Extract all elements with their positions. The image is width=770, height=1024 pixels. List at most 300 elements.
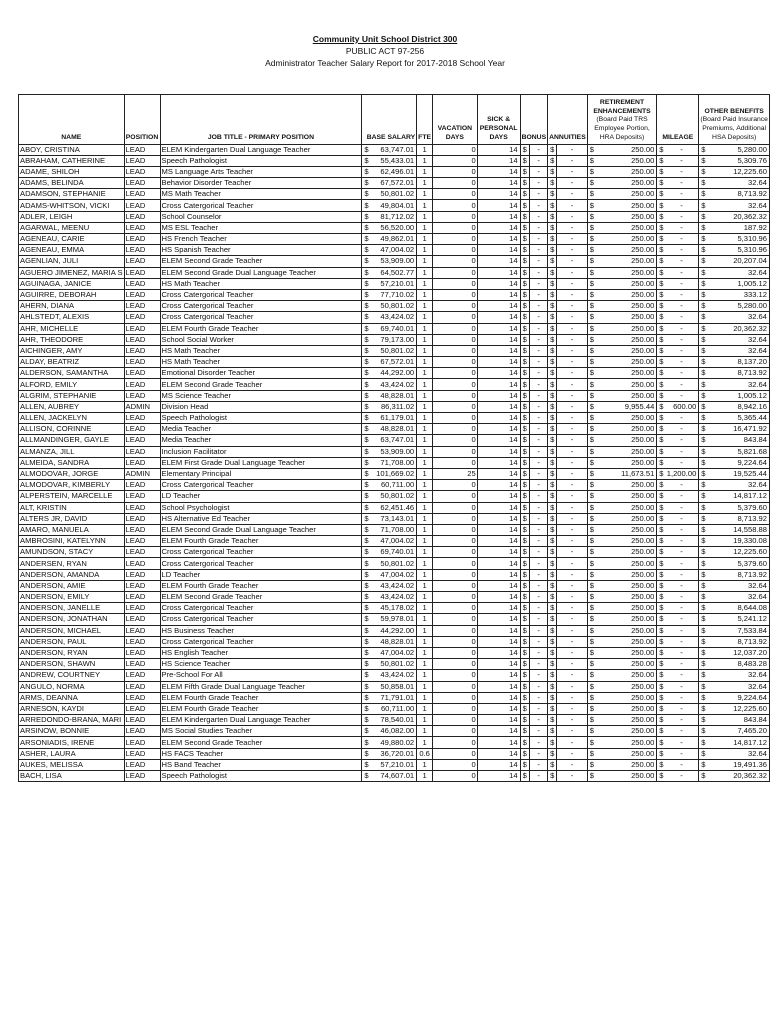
cell-mileage-currency: $ [657, 759, 666, 770]
cell-job-title: Speech Pathologist [160, 155, 362, 166]
cell-name: AGUERO JIMENEZ, MARIA S [20, 267, 123, 277]
cell-name: AHR, THEODORE [19, 334, 125, 345]
cell-position: LEAD [124, 513, 160, 524]
table-row [19, 647, 770, 658]
cell-position: LEAD [124, 692, 160, 703]
col-other-line4: HSA Deposits) [712, 133, 757, 141]
cell-annuities: - [557, 435, 588, 446]
cell-vacation-days: 0 [433, 681, 478, 692]
table-row [19, 491, 770, 502]
cell-base-currency: $ [362, 636, 371, 647]
cell-other-benefits: 12,225.60 [708, 166, 770, 177]
cell-base-currency: $ [362, 558, 371, 569]
cell-other-benefits: 19,330.08 [708, 536, 770, 547]
cell-base-salary: 67,572.01 [371, 357, 417, 368]
cell-bonus-currency: $ [520, 211, 530, 222]
cell-sick-days: 14 [477, 424, 520, 435]
cell-other-benefits: 8,713.92 [708, 636, 770, 647]
cell-retirement-currency: $ [587, 726, 596, 737]
cell-mileage: - [666, 234, 699, 245]
table-row [19, 468, 770, 479]
cell-bonus-currency: $ [520, 536, 530, 547]
cell-other-currency: $ [699, 636, 708, 647]
cell-bonus: - [530, 726, 548, 737]
table-row [19, 345, 770, 356]
cell-bonus: - [530, 536, 548, 547]
table-row [19, 513, 770, 524]
cell-fte: 1 [417, 547, 433, 558]
cell-fte: 1 [417, 323, 433, 334]
cell-other-currency: $ [699, 647, 708, 658]
cell-other-benefits: 14,817.12 [708, 737, 770, 748]
cell-bonus-currency: $ [520, 491, 530, 502]
cell-annuities: - [557, 267, 588, 278]
cell-mileage: - [666, 580, 699, 591]
cell-name: ALLEN, JACKELYN [19, 413, 125, 424]
cell-base-currency: $ [362, 592, 371, 603]
cell-sick-days: 14 [477, 357, 520, 368]
cell-position: LEAD [124, 659, 160, 670]
cell-retirement-currency: $ [587, 513, 596, 524]
cell-base-salary: 55,433.01 [371, 155, 417, 166]
cell-vacation-days: 0 [433, 737, 478, 748]
cell-retirement: 250.00 [596, 513, 657, 524]
cell-bonus-currency: $ [520, 166, 530, 177]
cell-other-benefits: 8,713.92 [708, 569, 770, 580]
cell-bonus: - [530, 468, 548, 479]
cell-job-title: HS English Teacher [160, 647, 362, 658]
cell-mileage: - [666, 211, 699, 222]
cell-base-salary: 60,711.00 [371, 703, 417, 714]
cell-mileage-currency: $ [657, 413, 666, 424]
cell-retirement: 250.00 [596, 166, 657, 177]
cell-sick-days: 14 [477, 536, 520, 547]
cell-other-benefits: 20,362.32 [708, 771, 770, 782]
cell-position: LEAD [124, 558, 160, 569]
cell-fte: 1 [417, 413, 433, 424]
cell-mileage: - [666, 334, 699, 345]
cell-fte: 1 [417, 480, 433, 491]
col-other-benefits [699, 95, 770, 145]
cell-mileage-currency: $ [657, 312, 666, 323]
cell-base-salary: 50,801.02 [371, 491, 417, 502]
cell-other-benefits: 7,533.84 [708, 625, 770, 636]
cell-base-salary: 48,828.01 [371, 390, 417, 401]
cell-retirement: 250.00 [596, 345, 657, 356]
cell-retirement: 250.00 [596, 234, 657, 245]
cell-position: LEAD [124, 256, 160, 267]
cell-mileage-currency: $ [657, 211, 666, 222]
cell-sick-days: 14 [477, 659, 520, 670]
cell-name: AHR, MICHELLE [19, 323, 125, 334]
cell-retirement-currency: $ [587, 301, 596, 312]
cell-retirement-currency: $ [587, 200, 596, 211]
cell-base-salary: 64,502.77 [371, 267, 417, 278]
cell-job-title: Cross Catergorical Teacher [160, 480, 362, 491]
cell-job-title: School Counselor [160, 211, 362, 222]
cell-base-salary: 36,720.01 [371, 748, 417, 759]
cell-annuities: - [557, 401, 588, 412]
cell-mileage: - [666, 524, 699, 535]
cell-vacation-days: 0 [433, 200, 478, 211]
cell-mileage: - [666, 480, 699, 491]
cell-annuities-currency: $ [548, 345, 557, 356]
cell-retirement: 250.00 [596, 692, 657, 703]
cell-job-title: HS Spanish Teacher [160, 245, 362, 256]
cell-retirement-currency: $ [587, 267, 596, 278]
cell-name: AHLSTEDT, ALEXIS [19, 312, 125, 323]
cell-annuities-currency: $ [548, 155, 557, 166]
cell-vacation-days: 0 [433, 502, 478, 513]
cell-mileage: - [666, 748, 699, 759]
cell-annuities: - [557, 759, 588, 770]
cell-job-title: Speech Pathologist [160, 413, 362, 424]
cell-other-benefits: 843.84 [708, 715, 770, 726]
col-retirement-line1: RETIREMENT [599, 99, 645, 106]
cell-other-currency: $ [699, 569, 708, 580]
cell-base-salary: 45,178.02 [371, 603, 417, 614]
cell-name: ADAME, SHILOH [19, 166, 125, 177]
cell-bonus: - [530, 636, 548, 647]
cell-mileage: - [666, 424, 699, 435]
cell-annuities: - [557, 726, 588, 737]
cell-name: ALDAY, BEATRIZ [19, 357, 125, 368]
cell-name: ARNESON, KAYDI [19, 703, 125, 714]
cell-bonus: - [530, 558, 548, 569]
cell-base-salary: 50,858.01 [371, 681, 417, 692]
cell-bonus-currency: $ [520, 413, 530, 424]
cell-annuities-currency: $ [548, 323, 557, 334]
cell-retirement-currency: $ [587, 547, 596, 558]
cell-retirement-currency: $ [587, 592, 596, 603]
cell-annuities: - [557, 144, 588, 155]
cell-sick-days: 14 [477, 524, 520, 535]
cell-base-currency: $ [362, 189, 371, 200]
cell-mileage: - [666, 625, 699, 636]
cell-annuities-currency: $ [548, 502, 557, 513]
cell-bonus-currency: $ [520, 703, 530, 714]
cell-base-salary: 101,669.02 [371, 468, 417, 479]
cell-sick-days: 14 [477, 580, 520, 591]
cell-other-benefits: 20,362.32 [708, 211, 770, 222]
cell-base-currency: $ [362, 580, 371, 591]
col-sick-line3: DAYS [489, 133, 508, 141]
cell-fte: 1 [417, 670, 433, 681]
cell-name: ADAMS, BELINDA [19, 178, 125, 189]
cell-annuities: - [557, 222, 588, 233]
cell-mileage-currency: $ [657, 357, 666, 368]
cell-mileage: - [666, 737, 699, 748]
cell-annuities: - [557, 468, 588, 479]
cell-name: ALDERSON, SAMANTHA [19, 368, 125, 379]
cell-position: LEAD [124, 211, 160, 222]
cell-fte: 1 [417, 200, 433, 211]
cell-sick-days: 14 [477, 703, 520, 714]
table-row [19, 502, 770, 513]
cell-other-currency: $ [699, 357, 708, 368]
cell-position: LEAD [124, 424, 160, 435]
col-base-salary: BASE SALARY [362, 95, 417, 145]
cell-annuities: - [557, 771, 588, 782]
cell-retirement: 250.00 [596, 446, 657, 457]
cell-base-currency: $ [362, 401, 371, 412]
cell-base-currency: $ [362, 312, 371, 323]
cell-job-title: MS ESL Teacher [160, 222, 362, 233]
cell-mileage: - [666, 715, 699, 726]
cell-base-currency: $ [362, 491, 371, 502]
cell-job-title: HS Math Teacher [160, 357, 362, 368]
cell-bonus: - [530, 289, 548, 300]
cell-retirement: 250.00 [596, 379, 657, 390]
cell-mileage-currency: $ [657, 580, 666, 591]
cell-position: LEAD [124, 267, 160, 278]
cell-bonus-currency: $ [520, 368, 530, 379]
table-row [19, 301, 770, 312]
col-retirement-line3: (Board Paid TRS [596, 116, 648, 124]
cell-mileage-currency: $ [657, 692, 666, 703]
cell-mileage: - [666, 301, 699, 312]
cell-vacation-days: 0 [433, 424, 478, 435]
cell-retirement: 250.00 [596, 357, 657, 368]
cell-retirement-currency: $ [587, 457, 596, 468]
cell-bonus-currency: $ [520, 144, 530, 155]
cell-base-salary: 60,711.00 [371, 480, 417, 491]
cell-position: LEAD [124, 357, 160, 368]
cell-base-salary: 61,179.01 [371, 413, 417, 424]
cell-fte: 1 [417, 401, 433, 412]
cell-retirement: 250.00 [596, 413, 657, 424]
cell-base-salary: 43,424.02 [371, 670, 417, 681]
cell-other-benefits: 9,224.64 [708, 692, 770, 703]
cell-name: ANDERSEN, RYAN [19, 558, 125, 569]
cell-annuities: - [557, 256, 588, 267]
cell-job-title: Inclusion Facilitator [160, 446, 362, 457]
cell-bonus-currency: $ [520, 558, 530, 569]
cell-base-currency: $ [362, 278, 371, 289]
cell-bonus-currency: $ [520, 659, 530, 670]
cell-fte: 1 [417, 491, 433, 502]
col-other-line2: (Board Paid Insurance [700, 116, 768, 124]
cell-name: ANDERSON, AMIE [19, 580, 125, 591]
cell-position: LEAD [124, 189, 160, 200]
cell-other-currency: $ [699, 368, 708, 379]
cell-bonus-currency: $ [520, 625, 530, 636]
cell-base-currency: $ [362, 726, 371, 737]
cell-mileage: - [666, 256, 699, 267]
cell-base-currency: $ [362, 323, 371, 334]
cell-other-benefits: 5,379.60 [708, 558, 770, 569]
cell-base-salary: 43,424.02 [371, 379, 417, 390]
report-title: Administrator Teacher Salary Report for 2017-2018 School Year [265, 58, 505, 68]
cell-fte: 1 [417, 636, 433, 647]
cell-bonus: - [530, 200, 548, 211]
cell-job-title: HS Band Teacher [160, 759, 362, 770]
cell-annuities: - [557, 211, 588, 222]
table-row [19, 446, 770, 457]
cell-retirement-currency: $ [587, 659, 596, 670]
cell-base-salary: 73,143.01 [371, 513, 417, 524]
cell-job-title: HS Business Teacher [160, 625, 362, 636]
cell-bonus-currency: $ [520, 401, 530, 412]
cell-position: LEAD [124, 301, 160, 312]
cell-retirement: 250.00 [596, 390, 657, 401]
cell-job-title: HS Math Teacher [160, 278, 362, 289]
cell-retirement-currency: $ [587, 435, 596, 446]
cell-name: ANDERSON, RYAN [19, 647, 125, 658]
cell-mileage-currency: $ [657, 614, 666, 625]
cell-bonus-currency: $ [520, 681, 530, 692]
cell-job-title: ELEM Fourth Grade Teacher [160, 323, 362, 334]
table-row [19, 390, 770, 401]
table-row [19, 547, 770, 558]
cell-mileage: - [666, 278, 699, 289]
cell-retirement: 250.00 [596, 334, 657, 345]
cell-mileage: - [666, 692, 699, 703]
cell-other-benefits: 1,005.12 [708, 390, 770, 401]
cell-vacation-days: 0 [433, 659, 478, 670]
cell-bonus-currency: $ [520, 748, 530, 759]
cell-position: LEAD [124, 592, 160, 603]
cell-annuities-currency: $ [548, 748, 557, 759]
cell-position: LEAD [124, 334, 160, 345]
cell-mileage-currency: $ [657, 480, 666, 491]
cell-position: LEAD [124, 580, 160, 591]
table-row [19, 424, 770, 435]
cell-bonus: - [530, 513, 548, 524]
cell-mileage-currency: $ [657, 178, 666, 189]
cell-bonus: - [530, 692, 548, 703]
cell-bonus: - [530, 681, 548, 692]
cell-sick-days: 14 [477, 189, 520, 200]
cell-mileage: - [666, 670, 699, 681]
cell-vacation-days: 0 [433, 155, 478, 166]
cell-mileage-currency: $ [657, 670, 666, 681]
cell-base-salary: 53,909.00 [371, 256, 417, 267]
cell-sick-days: 14 [477, 647, 520, 658]
cell-fte: 1 [417, 256, 433, 267]
cell-bonus: - [530, 189, 548, 200]
cell-bonus-currency: $ [520, 614, 530, 625]
cell-sick-days: 14 [477, 166, 520, 177]
cell-sick-days: 14 [477, 446, 520, 457]
cell-bonus: - [530, 737, 548, 748]
cell-job-title: LD Teacher [160, 491, 362, 502]
cell-bonus: - [530, 345, 548, 356]
cell-mileage-currency: $ [657, 703, 666, 714]
cell-base-currency: $ [362, 413, 371, 424]
cell-mileage-currency: $ [657, 301, 666, 312]
cell-name: AGUINAGA, JANICE [19, 278, 125, 289]
cell-name: ABOY, CRISTINA [19, 144, 125, 155]
cell-bonus-currency: $ [520, 390, 530, 401]
cell-other-benefits: 14,817.12 [708, 491, 770, 502]
cell-other-currency: $ [699, 200, 708, 211]
cell-base-salary: 57,210.01 [371, 278, 417, 289]
table-row [19, 737, 770, 748]
cell-annuities-currency: $ [548, 603, 557, 614]
cell-fte: 1 [417, 536, 433, 547]
cell-name: AGENEAU, EMMA [19, 245, 125, 256]
cell-bonus-currency: $ [520, 524, 530, 535]
cell-other-currency: $ [699, 748, 708, 759]
cell-position: LEAD [124, 547, 160, 558]
cell-annuities: - [557, 569, 588, 580]
cell-base-salary: 69,740.01 [371, 547, 417, 558]
cell-retirement-currency: $ [587, 536, 596, 547]
cell-other-currency: $ [699, 513, 708, 524]
cell-name: ARSINOW, BONNIE [19, 726, 125, 737]
cell-fte: 1 [417, 155, 433, 166]
cell-fte: 1 [417, 715, 433, 726]
cell-bonus-currency: $ [520, 580, 530, 591]
cell-annuities: - [557, 166, 588, 177]
cell-bonus: - [530, 614, 548, 625]
cell-other-currency: $ [699, 502, 708, 513]
cell-other-benefits: 843.84 [708, 435, 770, 446]
cell-bonus-currency: $ [520, 301, 530, 312]
cell-fte: 1 [417, 603, 433, 614]
cell-sick-days: 14 [477, 625, 520, 636]
cell-mileage-currency: $ [657, 737, 666, 748]
table-row [19, 256, 770, 267]
cell-bonus-currency: $ [520, 446, 530, 457]
cell-bonus: - [530, 256, 548, 267]
cell-base-currency: $ [362, 536, 371, 547]
cell-base-currency: $ [362, 748, 371, 759]
table-row [19, 289, 770, 300]
cell-base-currency: $ [362, 357, 371, 368]
cell-job-title: Emotional Disorder Teacher [160, 368, 362, 379]
cell-fte: 1 [417, 357, 433, 368]
table-row [19, 278, 770, 289]
cell-name: ADAMS-WHITSON, VICKI [19, 200, 125, 211]
cell-base-salary: 50,801.02 [371, 558, 417, 569]
cell-annuities: - [557, 278, 588, 289]
cell-vacation-days: 0 [433, 211, 478, 222]
cell-annuities: - [557, 457, 588, 468]
cell-mileage-currency: $ [657, 502, 666, 513]
cell-sick-days: 14 [477, 222, 520, 233]
cell-bonus: - [530, 703, 548, 714]
cell-mileage-currency: $ [657, 424, 666, 435]
cell-fte: 0.6 [417, 748, 433, 759]
cell-base-currency: $ [362, 345, 371, 356]
cell-annuities: - [557, 413, 588, 424]
cell-bonus: - [530, 267, 548, 278]
cell-mileage-currency: $ [657, 155, 666, 166]
table-row [19, 211, 770, 222]
cell-fte: 1 [417, 166, 433, 177]
column-header-row [19, 95, 770, 145]
cell-vacation-days: 0 [433, 536, 478, 547]
cell-sick-days: 14 [477, 715, 520, 726]
cell-base-salary: 46,082.00 [371, 726, 417, 737]
cell-bonus-currency: $ [520, 289, 530, 300]
cell-retirement: 9,955.44 [596, 401, 657, 412]
cell-job-title: ELEM Fourth Grade Teacher [160, 703, 362, 714]
cell-position: ADMIN [124, 401, 160, 412]
cell-position: LEAD [124, 715, 160, 726]
cell-bonus-currency: $ [520, 468, 530, 479]
cell-annuities-currency: $ [548, 480, 557, 491]
cell-annuities-currency: $ [548, 211, 557, 222]
cell-retirement: 250.00 [596, 211, 657, 222]
cell-mileage-currency: $ [657, 457, 666, 468]
cell-base-currency: $ [362, 222, 371, 233]
cell-job-title: LD Teacher [160, 569, 362, 580]
cell-annuities-currency: $ [548, 413, 557, 424]
cell-name: ADAMSON, STEPHANIE [19, 189, 125, 200]
